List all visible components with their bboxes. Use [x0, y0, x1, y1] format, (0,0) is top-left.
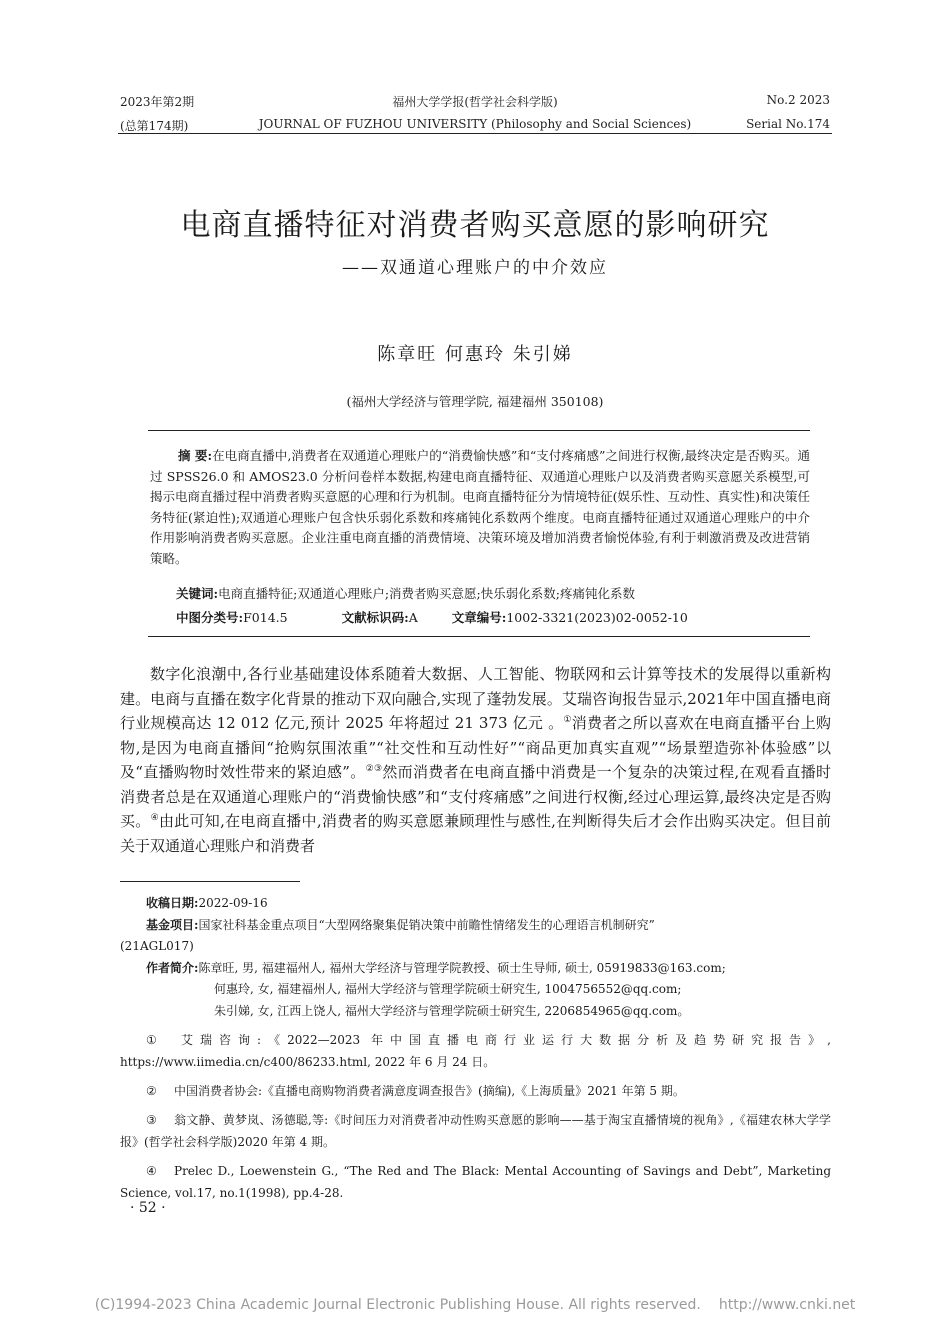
article-number-label: 文章编号:	[451, 610, 507, 625]
author-list: 陈章旺 何惠玲 朱引娣	[377, 344, 573, 365]
author-intro-3: 朱引娣, 女, 江西上饶人, 福州大学经济与管理学院硕士研究生, 2206854965@qq.com。	[214, 1003, 690, 1018]
footnote-separator	[120, 881, 300, 882]
note-number: ③	[146, 1113, 157, 1127]
classification-line	[150, 608, 810, 628]
abstract-bottom-rule	[148, 636, 810, 637]
keywords-text: 电商直播特征;双通道心理账户;消费者购买意愿;快乐弱化系数;疼痛钝化系数	[218, 586, 635, 601]
abstract-top-rule	[148, 430, 810, 431]
keywords-label: 关键词:	[176, 586, 219, 601]
received-value: 2022-09-16	[198, 896, 268, 910]
note-text: 翁文静、黄梦岚、汤德聪,等:《时间压力对消费者冲动性购买意愿的影响——基于淘宝直播情境的视角》,《福建农林大学学报》(哲学社会科学版)2020 年第 4 期。	[120, 1113, 831, 1149]
doc-code-value: A	[408, 610, 418, 625]
page-number: · 52 ·	[130, 1200, 166, 1216]
abstract-label: 摘 要:	[178, 448, 213, 463]
body-text-part: 然而消费者在电商直播中消费是一个复杂的决策过程,在观看直播时消费者总是在双通道心理账户的“消费愉快感”和“支付疼痛感”之间进行权衡,经过心理运算,最终决定是否购买。	[120, 763, 832, 830]
article-info	[120, 893, 831, 1022]
note-item	[120, 1029, 831, 1073]
note-text: Prelec D., Loewenstein G., “The Red and The Black: Mental Accounting of Savings and Debt”, Marketing Science, vol.17, no.1(1998), pp.4-28.	[120, 1164, 831, 1200]
author-intro	[120, 958, 831, 980]
copyright-text: (C)1994-2023 China Academic Journal Electronic Publishing House. All rights reserved.	[94, 1297, 701, 1313]
received-label: 收稿日期:	[146, 896, 199, 910]
cnki-url: http://www.cnki.net	[718, 1297, 856, 1313]
note-item	[120, 1109, 831, 1153]
clc-label: 中图分类号:	[176, 610, 244, 625]
serial-issue-label: (总第174期)	[120, 119, 189, 133]
body-text-part: 数字化浪潮中,各行业基础建设体系随着大数据、人工智能、物联网和云计算等技术的发展得以重新构建。电商与直播在数字化背景的推动下双向融合,实现了蓬勃发展。艾瑞咨询报告显示,2021年中国直播电商行业规模高达 12 012 亿元,预计 2025 年将超过 21 373 亿元 。	[120, 665, 831, 732]
author-intro-1: 陈章旺, 男, 福建福州人, 福州大学经济与管理学院教授、硕士生导师, 硕士, 05919833@163.com;	[198, 960, 726, 975]
journal-title-en: JOURNAL OF FUZHOU UNIVERSITY (Philosophy and Social Sciences)	[258, 117, 692, 131]
serial-number: Serial No.174	[746, 117, 830, 131]
fund-project	[120, 915, 831, 937]
keywords	[150, 584, 810, 604]
fund-label: 基金项目:	[146, 917, 199, 932]
header-rule	[118, 133, 832, 134]
body-text-part: 由此可知,在电商直播中,消费者的购买意愿兼顾理性与感性,在判断得失后才会作出购买决定。但目前关于双通道心理账户和消费者	[120, 812, 831, 855]
article-title: 电商直播特征对消费者购买意愿的影响研究	[180, 208, 770, 243]
note-number: ②	[146, 1084, 157, 1098]
footnote-ref-1: ①	[563, 715, 572, 725]
note-number: ①	[146, 1033, 157, 1047]
cnki-watermark	[0, 1297, 950, 1313]
article-subtitle: ——双通道心理账户的中介效应	[342, 258, 608, 278]
abstract-text: 在电商直播中,消费者在双通道心理账户的“消费愉快感”和“支付疼痛感”之间进行权衡,最终决定是否购买。通过 SPSS26.0 和 AMOS23.0 分析问卷样本数据,构建电商直播特征、双通道心理账户以及消费者购买意愿关系模型,可揭示电商直播过程中消费者购买意愿的心理和行为机制。电商直播特征分为情境特征(娱乐性、互动性、真实性)和决策任务特征(紧迫性);双通道心理账户包含快乐弱化系数和疼痛钝化系数两个维度。电商直播特征通过双通道心理账户的中介作用影响消费者购买意愿。企业注重电商直播的消费情境、决策环境及增加消费者愉悦体验,有利于刺激消费及改进营销策略。	[150, 448, 810, 566]
body-paragraph	[120, 662, 831, 858]
reference-notes	[120, 1029, 831, 1211]
author-intro-label: 作者简介:	[146, 960, 199, 975]
note-text: 艾瑞咨询:《2022—2023 年中国直播电商行业运行大数据分析及趋势研究报告》, https://www.iimedia.cn/c400/86233.html, 2022 年 6 月 24 日。	[120, 1033, 831, 1069]
body-text-part: 消费者之所以喜欢在电商直播平台上购物,是因为电商直播间“抢购氛围浓重”“社交性和互动性好”“商品更加真实直观”“场景塑造弥补体验感”以及“直播购物时效性带来的紧迫感”。	[120, 714, 831, 781]
affiliation: (福州大学经济与管理学院, 福建福州 350108)	[346, 394, 604, 409]
abstract	[150, 446, 810, 570]
note-item	[120, 1160, 831, 1204]
issue-number: No.2 2023	[766, 93, 830, 107]
fund-code: (21AGL017)	[120, 939, 194, 953]
footnote-ref-2-3: ②③	[365, 764, 383, 774]
fund-value: 国家社科基金重点项目“大型网络聚集促销决策中前瞻性情绪发生的心理语言机制研究”	[198, 917, 655, 932]
article-number-value: 1002-3321(2023)02-0052-10	[506, 610, 688, 625]
note-item	[120, 1080, 831, 1102]
note-number: ④	[146, 1164, 157, 1178]
received-date	[120, 893, 831, 915]
footnote-ref-4: ④	[150, 813, 159, 823]
clc-value: F014.5	[243, 610, 288, 625]
author-intro-2: 何惠玲, 女, 福建福州人, 福州大学经济与管理学院硕士研究生, 1004756552@qq.com;	[214, 982, 682, 996]
doc-code-label: 文献标识码:	[341, 610, 409, 625]
issue-label: 2023年第2期	[120, 95, 195, 109]
note-text: 中国消费者协会:《直播电商购物消费者满意度调查报告》(摘编),《上海质量》2021 年第 5 期。	[174, 1084, 685, 1098]
journal-title-cn: 福州大学学报(哲学社会科学版)	[392, 95, 558, 109]
